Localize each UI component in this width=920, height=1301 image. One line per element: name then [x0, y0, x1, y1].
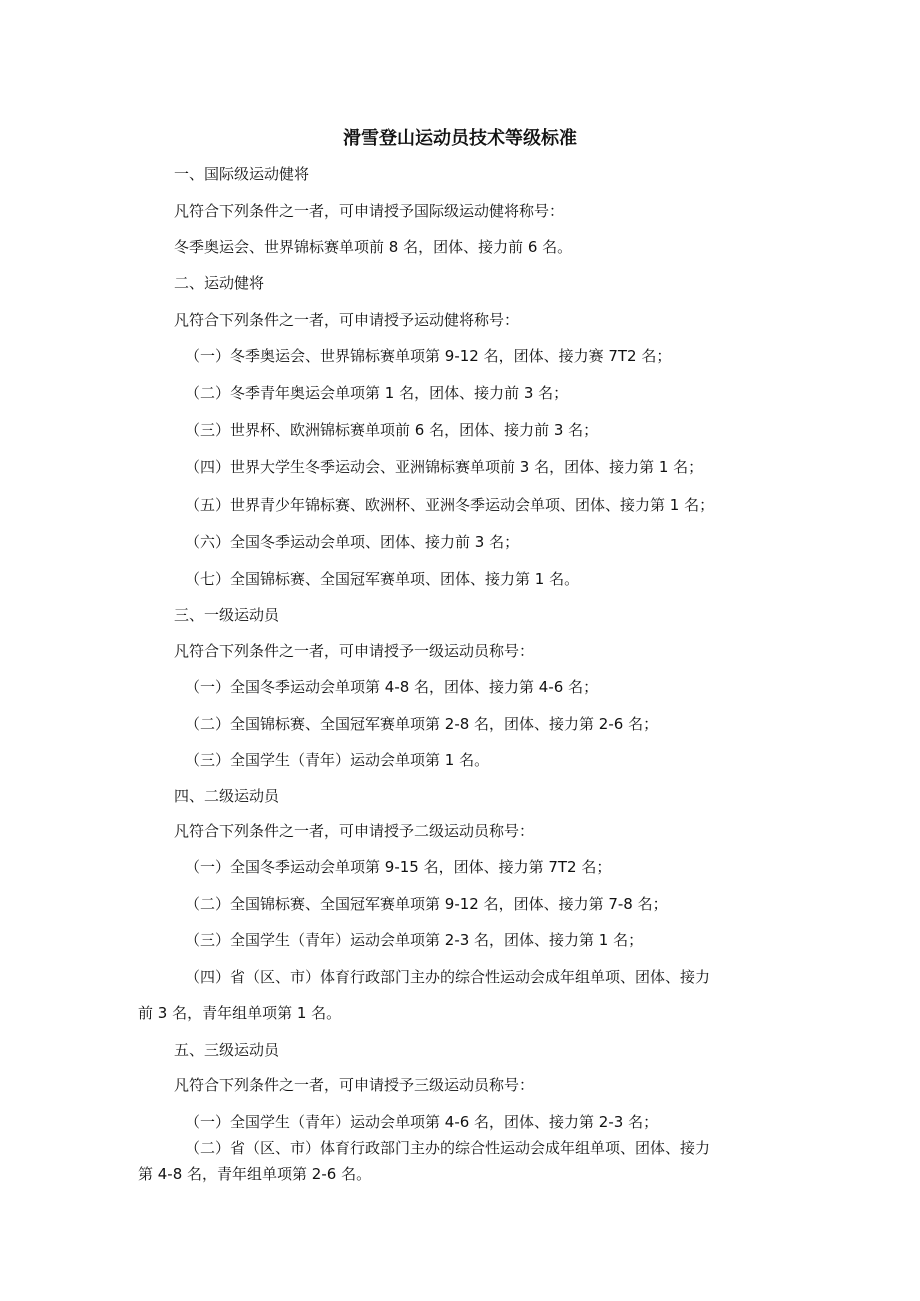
list-item: （二）全国锦标赛、全国冠军赛单项第 2-8 名，团体、接力第 2-6 名；	[185, 715, 659, 733]
list-item: （二）全国锦标赛、全国冠军赛单项第 9-12 名，团体、接力第 7-8 名；	[185, 895, 668, 913]
list-item: （五）世界青少年锦标赛、欧洲杯、亚洲冬季运动会单项、团体、接力第 1 名；	[185, 496, 715, 514]
section-heading-master: 二、运动健将	[174, 274, 265, 292]
list-item: （一）全国冬季运动会单项第 4-8 名，团体、接力第 4-6 名；	[185, 678, 599, 696]
list-item: （四）省（区、市）体育行政部门主办的综合性运动会成年组单项、团体、接力	[185, 968, 711, 986]
list-item: （一）全国学生（青年）运动会单项第 4-6 名，团体、接力第 2-3 名；	[185, 1113, 659, 1131]
document-title: 滑雪登山运动员技术等级标准	[343, 128, 577, 149]
paragraph-criterion: 冬季奥运会、世界锦标赛单项前 8 名，团体、接力前 6 名。	[174, 238, 573, 256]
paragraph-intro: 凡符合下列条件之一者，可申请授予二级运动员称号：	[174, 822, 535, 840]
section-heading-second-class: 四、二级运动员	[174, 787, 280, 805]
section-heading-first-class: 三、一级运动员	[174, 606, 280, 624]
list-item: （三）全国学生（青年）运动会单项第 2-3 名，团体、接力第 1 名；	[185, 931, 644, 949]
list-item: （六）全国冬季运动会单项、团体、接力前 3 名；	[185, 533, 520, 551]
list-item: （一）冬季奥运会、世界锦标赛单项第 9-12 名，团体、接力赛 7T2 名；	[185, 347, 672, 365]
list-item: （二）省（区、市）体育行政部门主办的综合性运动会成年组单项、团体、接力	[185, 1139, 711, 1157]
paragraph-intro: 凡符合下列条件之一者，可申请授予国际级运动健将称号：	[174, 202, 565, 220]
list-item: （三）世界杯、欧洲锦标赛单项前 6 名，团体、接力前 3 名；	[185, 421, 599, 439]
section-heading-international-master: 一、国际级运动健将	[174, 165, 310, 183]
list-item-continuation: 前 3 名，青年组单项第 1 名。	[138, 1004, 342, 1022]
paragraph-intro: 凡符合下列条件之一者，可申请授予运动健将称号：	[174, 311, 520, 329]
section-heading-third-class: 五、三级运动员	[174, 1041, 280, 1059]
paragraph-intro: 凡符合下列条件之一者，可申请授予一级运动员称号：	[174, 642, 535, 660]
list-item: （一）全国冬季运动会单项第 9-15 名，团体、接力第 7T2 名；	[185, 858, 612, 876]
paragraph-intro: 凡符合下列条件之一者，可申请授予三级运动员称号：	[174, 1076, 535, 1094]
list-item: （二）冬季青年奥运会单项第 1 名，团体、接力前 3 名；	[185, 384, 569, 402]
list-item: （七）全国锦标赛、全国冠军赛单项、团体、接力第 1 名。	[185, 570, 580, 588]
list-item-continuation: 第 4-8 名，青年组单项第 2-6 名。	[138, 1165, 372, 1183]
list-item: （三）全国学生（青年）运动会单项第 1 名。	[185, 751, 490, 769]
list-item: （四）世界大学生冬季运动会、亚洲锦标赛单项前 3 名，团体、接力第 1 名；	[185, 458, 704, 476]
